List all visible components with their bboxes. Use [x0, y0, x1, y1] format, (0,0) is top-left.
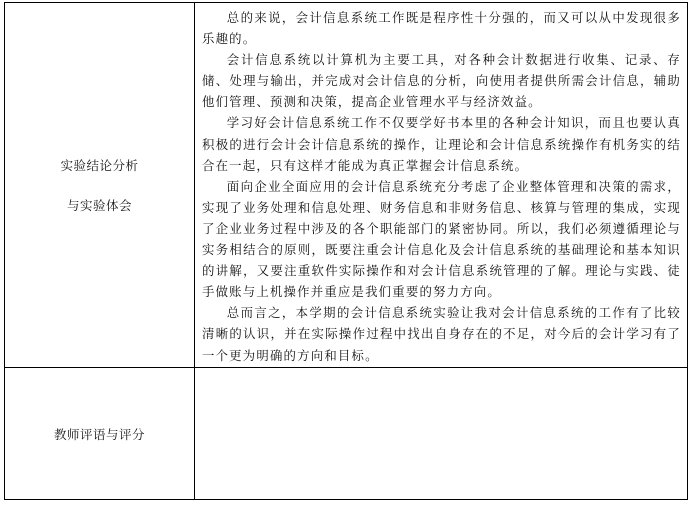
analysis-label-cell [5, 3, 195, 367]
teacher-label-cell [5, 368, 195, 499]
report-table [4, 2, 688, 500]
teacher-row [5, 368, 687, 499]
teacher-comment-cell[interactable] [195, 368, 687, 499]
analysis-content-cell [195, 3, 687, 367]
analysis-label-line2: 与实验体会 [66, 198, 132, 213]
analysis-paragraph-5: 总而言之，本学期的会计信息系统实验让我对会计信息系统的工作有了比较清晰的认识，并在实际操作过程中找出自身存在的不足，对今后的会计学习有了一个更为明确的方向和目标。 [202, 305, 681, 363]
analysis-paragraph-4: 面向企业全面应用的会计信息系统充分考虑了企业整体管理和决策的需求，实现了业务处理和信息处理、财务信息和非财务信息、核算与管理的集成，实现了企业业务过程中涉及的各个职能部门的紧密协同。所以，我们必须遵循理论与实务相结合的原则，既要注重会计信息化及会计信息系统的基础理论和基本知识的讲解，又要注重软件实际操作和对会计信息系统管理的了解。理论与实践、徒手做账与上机操作并重应是我们重要的努力方向。 [202, 178, 681, 300]
analysis-row [5, 3, 687, 368]
teacher-label: 教师评语与评分 [53, 426, 145, 442]
analysis-label-line1: 实验结论分析 [60, 158, 139, 173]
analysis-paragraph-1: 总的来说，会计信息系统工作既是程序性十分强的，而又可以从中发现很多乐趣的。 [202, 10, 681, 47]
analysis-paragraph-3: 学习好会计信息系统工作不仅要学好书本里的各种会计知识，而且也要认真积极的进行会计会计信息系统的操作，让理论和会计信息系统操作有机务实的结合在一起，只有这样才能成为真正掌握会计信息系统。 [202, 115, 681, 173]
analysis-paragraph-2: 会计信息系统以计算机为主要工具，对各种会计数据进行收集、记录、存储、处理与输出，并完成对会计信息的分析，向使用者提供所需会计信息，辅助他们管理、预测和决策，提高企业管理水平与经济效益。 [202, 52, 681, 110]
